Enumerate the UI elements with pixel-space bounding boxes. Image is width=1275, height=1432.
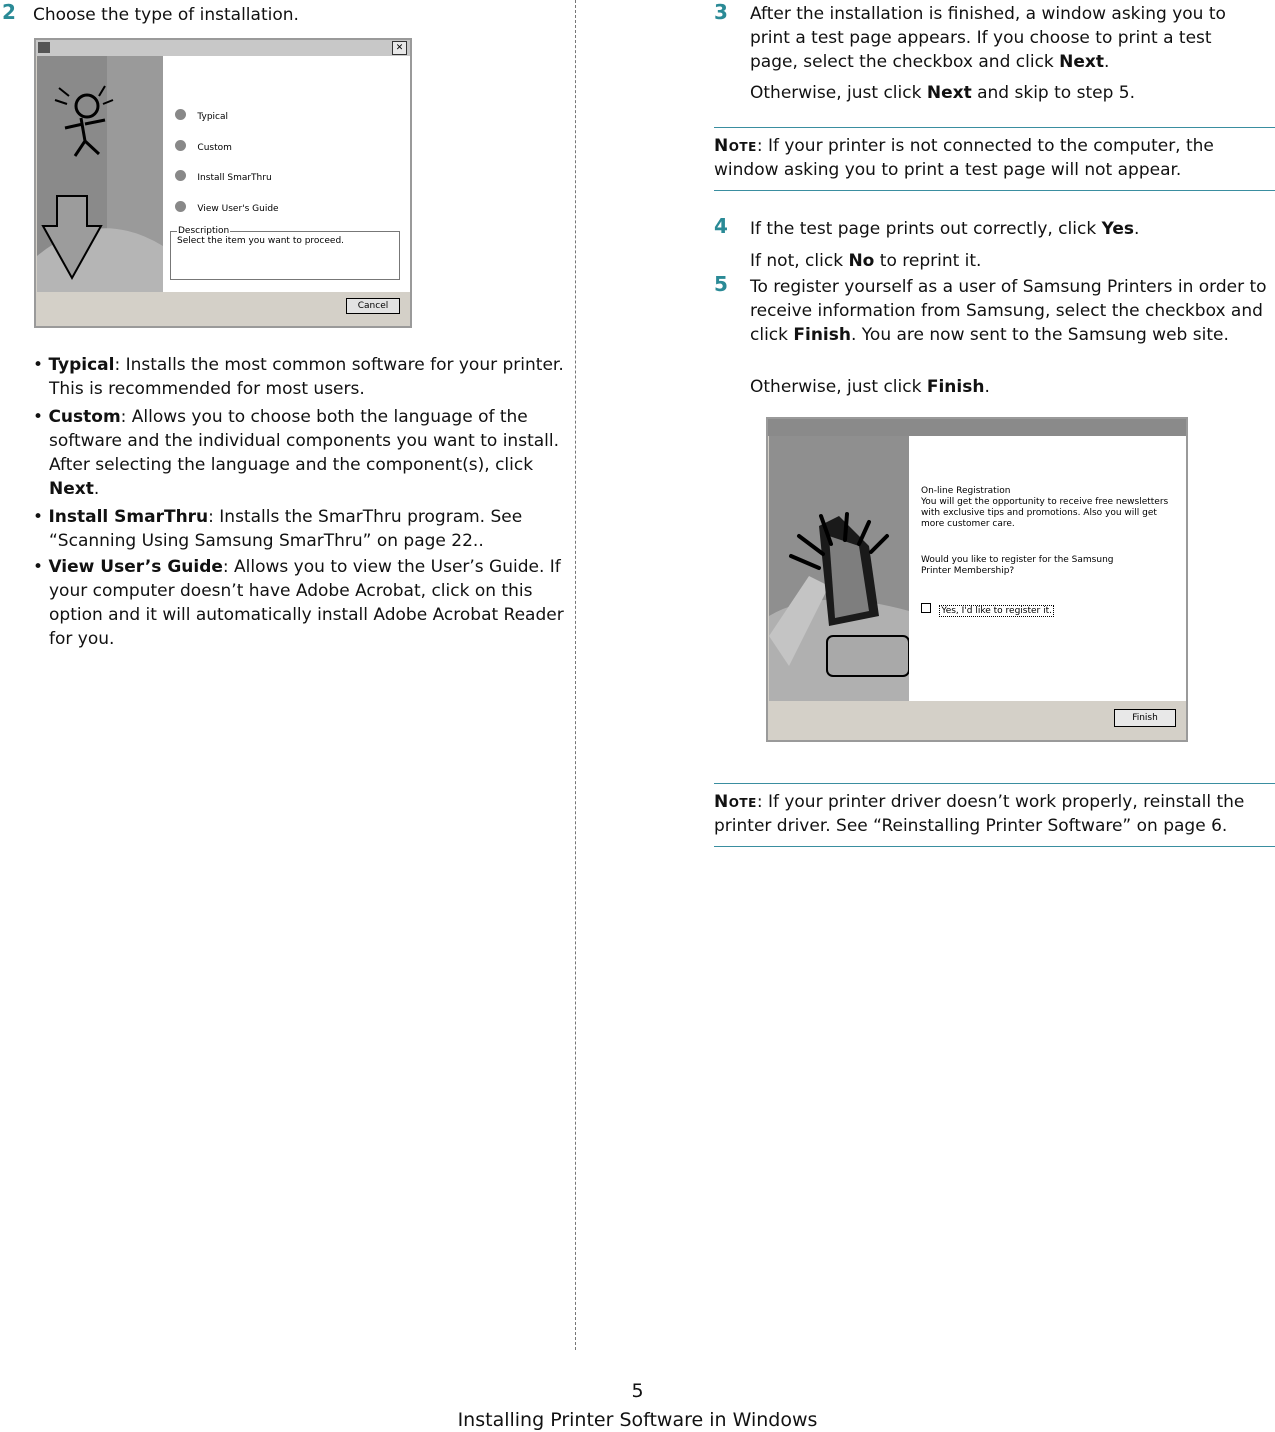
option-view-users-guide[interactable] [175,194,279,218]
step-text-part: . [1133,219,1140,239]
option-custom[interactable] [175,133,232,157]
option-install-smarthru[interactable] [175,163,272,187]
bullet-install-smarthru [33,505,574,553]
bullet-term: Typical [48,355,115,375]
setup-artwork [37,56,163,292]
step-text-part: If the test page prints out correctly, click [750,219,1102,239]
bullet-desc: : Allows you to view the User’s Guide. If your computer doesn’t have Adobe Acrobat, click on this option and it will automatically install Adobe Acrobat Reader for you. [49,557,564,649]
note-box [714,127,1275,191]
register-checkbox-row[interactable] [921,596,1054,620]
note-text: : If your printer driver doesn’t work properly, reinstall the printer driver. See “Reinstalling Printer Software” on page 6. [714,792,1245,836]
step-text-part: . [1104,52,1110,72]
registration-question: Would you like to register for the Samsung Printer Membership? [921,555,1114,576]
registration-content [909,436,1186,701]
option-typical[interactable] [175,102,228,126]
step-text-part: If not, click [750,251,849,271]
step-bold-word: Finish [793,325,851,345]
radio-ball-icon [175,170,186,181]
step-text [750,275,1272,347]
step-text-part: After the installation is finished, a window asking you to print a test page appears. If you choose to print a test page, select the checkbox and click [750,4,1226,72]
bullet-dot: • [33,407,49,427]
register-checkbox[interactable] [921,603,931,613]
bullet-desc: : Allows you to choose both the language of the software and the individual components you want to install. After selecting the language and the component(s), click [49,407,559,475]
step-text [750,217,1139,241]
radio-ball-icon [175,201,186,212]
bullet-bold-word: Next [49,479,94,499]
note-box [714,783,1275,847]
bullet-tail: . [93,479,100,499]
step-text [750,2,1260,74]
step-text-part: Otherwise, just click [750,377,927,397]
bullet-dot: • [33,557,49,577]
step-text-part: To register yourself as a user of Samsung Printers in order to receive information from Samsung, select the checkbox and click [750,277,1267,345]
option-label: View User's Guide [197,204,279,214]
step-number: 2 [2,0,16,24]
step-subtext [750,375,990,399]
setup-type-dialog [34,38,412,328]
step-bold-word: No [848,251,875,271]
step-number: 5 [714,272,728,296]
step-text-part: to reprint it. [874,251,982,271]
step-text: Choose the type of installation. [33,5,299,25]
bullet-desc: : Installs the SmarThru program. See “Scanning Using Samsung SmarThru” on page 22.. [49,507,523,551]
dialog-titlebar [768,419,1186,436]
app-icon [38,42,50,53]
step-bold-word: Finish [926,377,985,397]
printer-illustration [769,436,909,701]
radio-ball-icon [175,140,186,151]
option-label: Typical [197,112,229,122]
step-number: 4 [714,214,728,238]
bullet-typical [33,353,574,401]
running-figure-arrow-illustration [37,56,163,292]
step-bold-word: Yes [1101,219,1134,239]
step-text-part: and skip to step 5. [971,83,1135,103]
column-divider [575,0,576,1350]
registration-body: You will get the opportunity to receive free newsletters with exclusive tips and promotions. Also you will get more customer care. [921,497,1169,529]
radio-ball-icon [175,109,186,120]
footer-title: Installing Printer Software in Windows [457,1409,818,1431]
bullet-term: Custom [48,407,121,427]
step-text-part: . You are now sent to the Samsung web site. [850,325,1229,345]
close-icon[interactable]: ✕ [392,41,407,55]
dialog-titlebar [36,40,410,56]
option-label: Custom [197,143,232,153]
step-text-part: Otherwise, just click [750,83,927,103]
bullet-term: Install SmarThru [48,507,209,527]
registration-dialog [766,417,1188,742]
bullet-dot: • [33,507,49,527]
step-bold-word: Next [926,83,972,103]
note-label: Note [714,136,757,156]
bullet-desc: : Installs the most common software for your printer. This is recommended for most users. [49,355,564,399]
finish-button[interactable]: Finish [1114,709,1176,727]
bullet-dot: • [33,355,49,375]
step-subtext [750,249,981,273]
register-checkbox-label: Yes, I'd like to register it. [941,606,1053,616]
page-number: 5 [631,1380,644,1402]
step-text-part: . [984,377,990,397]
cancel-button[interactable]: Cancel [346,298,400,314]
registration-artwork [769,436,909,701]
step-bold-word: Next [1059,52,1105,72]
bullet-view-users-guide [33,555,574,651]
option-label: Install SmarThru [197,173,272,183]
note-label: Note [714,792,757,812]
registration-heading: On-line Registration [921,486,1011,496]
description-box [170,226,400,280]
bullet-custom [33,405,574,501]
note-text: : If your printer is not connected to the computer, the window asking you to print a test page will not appear. [714,136,1214,180]
step-subtext [750,81,1135,105]
description-label: Description [178,226,230,236]
dialog-content [163,56,410,292]
bullet-term: View User’s Guide [48,557,223,577]
step-number: 3 [714,0,728,24]
description-text: Select the item you want to proceed. [177,236,345,246]
